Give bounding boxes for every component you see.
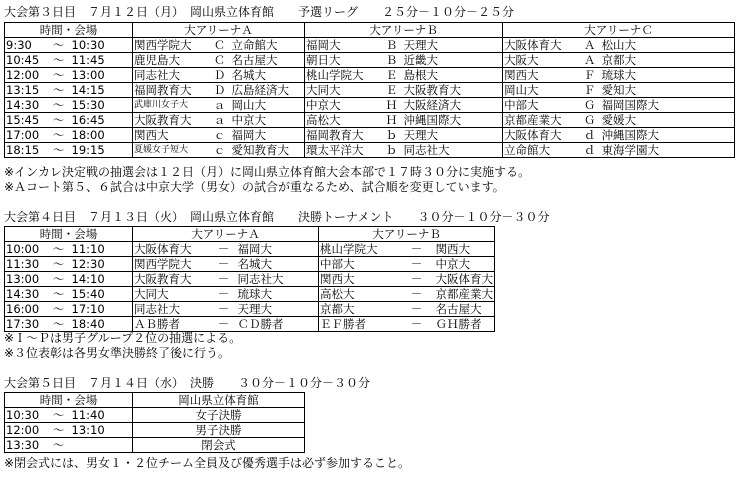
team-1: 大同大 bbox=[305, 83, 381, 98]
team-2: 天理大 bbox=[403, 128, 503, 143]
group-label: Ｃ bbox=[209, 53, 231, 68]
day5-note-1: ※閉会式には、男女１・２位チーム全員及び優秀選手は必ず参加すること。 bbox=[4, 456, 411, 470]
team-1: 関西大 bbox=[133, 128, 209, 143]
team-2: 広島経済大 bbox=[231, 83, 305, 98]
team-1: 武庫川女子大 bbox=[133, 98, 209, 113]
end-time: 11:10 bbox=[71, 242, 133, 257]
end-time: 19:15 bbox=[71, 143, 133, 158]
team-2: 同志社大 bbox=[403, 143, 503, 158]
day5-col-time: 時間・会場 bbox=[5, 393, 133, 408]
versus-dash: － bbox=[211, 257, 237, 272]
team-2: 天理大 bbox=[403, 38, 503, 53]
team-2: 近畿大 bbox=[403, 53, 503, 68]
day3-arena-a: 大アリーナＡ bbox=[133, 23, 305, 38]
team-1: 大阪教育大 bbox=[133, 272, 211, 287]
table-row bbox=[5, 128, 735, 143]
end-time: 17:10 bbox=[71, 302, 133, 317]
time-separator: ～ bbox=[47, 408, 71, 423]
table-row bbox=[5, 68, 735, 83]
team-1: 中部大 bbox=[503, 98, 579, 113]
team-2: 愛媛大 bbox=[601, 113, 735, 128]
event-name: 閉会式 bbox=[133, 438, 305, 453]
group-label: Ｈ bbox=[381, 113, 403, 128]
team-2: 沖縄国際大 bbox=[601, 128, 735, 143]
start-time: 13:15 bbox=[5, 83, 47, 98]
table-row bbox=[5, 83, 735, 98]
team-1: 岡山大 bbox=[503, 83, 579, 98]
versus-dash: － bbox=[399, 257, 435, 272]
day4-note-1: ※Ｉ～Ｐは男子グループ２位の抽選による。 bbox=[4, 331, 242, 345]
team-2: 大阪経済大 bbox=[403, 98, 503, 113]
time-separator: ～ bbox=[47, 113, 71, 128]
table-row bbox=[5, 113, 735, 128]
day4-heading: 大会第４日目 ７月１３日（火） 岡山県立体育館 決勝トーナメント ３０分－１０分－３０分 bbox=[4, 210, 550, 224]
team-1: 同志社大 bbox=[133, 68, 209, 83]
table-row bbox=[5, 438, 305, 453]
start-time: 13:00 bbox=[5, 272, 47, 287]
time-separator: ～ bbox=[47, 257, 71, 272]
start-time: 11:30 bbox=[5, 257, 47, 272]
group-label: Ｇ bbox=[579, 113, 601, 128]
team-1: 高松大 bbox=[305, 113, 381, 128]
table-row bbox=[5, 272, 495, 287]
day3-header-row bbox=[5, 23, 735, 38]
team-2: 愛知大 bbox=[601, 83, 735, 98]
table-row bbox=[5, 257, 495, 272]
day3-note-1: ※インカレ決定戦の抽選会は１２日（月）に岡山県立体育館大会本部で１７時３０分に実施する。 bbox=[4, 165, 531, 179]
group-label: Ｇ bbox=[579, 98, 601, 113]
team-2: 関西大 bbox=[435, 242, 495, 257]
day5-venue: 岡山県立体育館 bbox=[133, 393, 305, 408]
team-1: 環太平洋大 bbox=[305, 143, 381, 158]
group-label: ａ bbox=[209, 98, 231, 113]
end-time: 18:40 bbox=[71, 317, 133, 332]
team-1: 立命館大 bbox=[503, 143, 579, 158]
day4-header-row bbox=[5, 227, 495, 242]
end-time: 18:00 bbox=[71, 128, 133, 143]
team-1: 鹿児島大 bbox=[133, 53, 209, 68]
team-2: 松山大 bbox=[601, 38, 735, 53]
end-time: 11:40 bbox=[71, 408, 133, 423]
team-2: 琉球大 bbox=[237, 287, 319, 302]
team-1: 中部大 bbox=[319, 257, 399, 272]
team-2: 京都大 bbox=[601, 53, 735, 68]
versus-dash: － bbox=[399, 242, 435, 257]
time-separator: ～ bbox=[47, 242, 71, 257]
time-separator: ～ bbox=[47, 68, 71, 83]
day5-header-row bbox=[5, 393, 305, 408]
team-1: 福岡教育大 bbox=[133, 83, 209, 98]
day5-table bbox=[4, 392, 305, 453]
start-time: 9:30 bbox=[5, 38, 47, 53]
end-time: 16:45 bbox=[71, 113, 133, 128]
team-2: 同志社大 bbox=[237, 272, 319, 287]
table-row bbox=[5, 408, 305, 423]
group-label: ａ bbox=[209, 113, 231, 128]
group-label: Ｅ bbox=[381, 68, 403, 83]
time-separator: ～ bbox=[47, 38, 71, 53]
table-row bbox=[5, 302, 495, 317]
day4-table bbox=[4, 226, 495, 332]
table-row bbox=[5, 143, 735, 158]
start-time: 17:30 bbox=[5, 317, 47, 332]
group-label: Ｄ bbox=[209, 68, 231, 83]
team-2: 琉球大 bbox=[601, 68, 735, 83]
end-time: 13:00 bbox=[71, 68, 133, 83]
team-1: 大同大 bbox=[133, 287, 211, 302]
team-2: 中京大 bbox=[435, 257, 495, 272]
group-label: ｂ bbox=[381, 128, 403, 143]
team-1: 同志社大 bbox=[133, 302, 211, 317]
group-label: Ｃ bbox=[209, 38, 231, 53]
group-label: Ｂ bbox=[381, 38, 403, 53]
versus-dash: － bbox=[399, 317, 435, 332]
team-2: 天理大 bbox=[237, 302, 319, 317]
team-1: 福岡大 bbox=[305, 38, 381, 53]
day3-table bbox=[4, 22, 735, 158]
table-row bbox=[5, 317, 495, 332]
time-separator: ～ bbox=[47, 128, 71, 143]
end-time bbox=[71, 438, 133, 453]
group-label: ｃ bbox=[209, 128, 231, 143]
day3-arena-b: 大アリーナＢ bbox=[305, 23, 503, 38]
group-label: Ａ bbox=[579, 53, 601, 68]
team-1: 大阪体育大 bbox=[503, 128, 579, 143]
group-label: Ｆ bbox=[579, 68, 601, 83]
versus-dash: － bbox=[211, 317, 237, 332]
team-2: 名城大 bbox=[231, 68, 305, 83]
team-2: 名古屋大 bbox=[435, 302, 495, 317]
day4-arena-a: 大アリーナＡ bbox=[133, 227, 319, 242]
start-time: 14:30 bbox=[5, 287, 47, 302]
team-2: 立命館大 bbox=[231, 38, 305, 53]
group-label: Ａ bbox=[579, 38, 601, 53]
day3-heading: 大会第３日目 ７月１２日（月） 岡山県立体育館 予選リーグ ２５分－１０分－２５分 bbox=[4, 5, 515, 19]
time-separator: ～ bbox=[47, 302, 71, 317]
team-1: 京都大 bbox=[319, 302, 399, 317]
end-time: 13:10 bbox=[71, 423, 133, 438]
start-time: 18:15 bbox=[5, 143, 47, 158]
end-time: 12:30 bbox=[71, 257, 133, 272]
group-label: ｄ bbox=[579, 128, 601, 143]
end-time: 10:30 bbox=[71, 38, 133, 53]
time-separator: ～ bbox=[47, 83, 71, 98]
time-separator: ～ bbox=[47, 272, 71, 287]
versus-dash: － bbox=[211, 302, 237, 317]
time-separator: ～ bbox=[47, 423, 71, 438]
group-label: ｃ bbox=[209, 143, 231, 158]
team-1: 京都産業大 bbox=[503, 113, 579, 128]
time-separator: ～ bbox=[47, 53, 71, 68]
team-2: 福岡大 bbox=[237, 242, 319, 257]
team-2: 名城大 bbox=[237, 257, 319, 272]
group-label: Ｄ bbox=[209, 83, 231, 98]
time-separator: ～ bbox=[47, 317, 71, 332]
end-time: 15:30 bbox=[71, 98, 133, 113]
day3-note-2: ※Ａコート第５、６試合は中京大学（男女）の試合が重なるため、試合順を変更しています。 bbox=[4, 180, 505, 194]
table-row bbox=[5, 98, 735, 113]
end-time: 14:10 bbox=[71, 272, 133, 287]
team-1: ＥＦ勝者 bbox=[319, 317, 399, 332]
versus-dash: － bbox=[399, 287, 435, 302]
start-time: 13:30 bbox=[5, 438, 47, 453]
team-2: 大阪教育大 bbox=[403, 83, 503, 98]
versus-dash: － bbox=[211, 242, 237, 257]
start-time: 12:00 bbox=[5, 68, 47, 83]
team-2: 愛知教育大 bbox=[231, 143, 305, 158]
start-time: 10:30 bbox=[5, 408, 47, 423]
end-time: 11:45 bbox=[71, 53, 133, 68]
team-1: 大阪大 bbox=[503, 53, 579, 68]
team-2: ＣＤ勝者 bbox=[237, 317, 319, 332]
team-2: 福岡国際大 bbox=[601, 98, 735, 113]
start-time: 15:45 bbox=[5, 113, 47, 128]
time-separator: ～ bbox=[47, 438, 71, 453]
team-1: 関西大 bbox=[319, 272, 399, 287]
versus-dash: － bbox=[399, 302, 435, 317]
start-time: 10:45 bbox=[5, 53, 47, 68]
day4-note-2: ※３位表彰は各男女準決勝終了後に行う。 bbox=[4, 346, 231, 360]
team-1: 大阪教育大 bbox=[133, 113, 209, 128]
start-time: 16:00 bbox=[5, 302, 47, 317]
day4-arena-b: 大アリーナＢ bbox=[319, 227, 495, 242]
team-2: 福岡大 bbox=[231, 128, 305, 143]
group-label: ｂ bbox=[381, 143, 403, 158]
group-label: Ｈ bbox=[381, 98, 403, 113]
event-name: 女子決勝 bbox=[133, 408, 305, 423]
versus-dash: － bbox=[211, 287, 237, 302]
group-label: Ｆ bbox=[579, 83, 601, 98]
team-1: 関西学院大 bbox=[133, 38, 209, 53]
team-1: 関西大 bbox=[503, 68, 579, 83]
team-2: 名古屋大 bbox=[231, 53, 305, 68]
team-1: 大阪体育大 bbox=[503, 38, 579, 53]
day3-col-time: 時間・会場 bbox=[5, 23, 133, 38]
team-1: 福岡教育大 bbox=[305, 128, 381, 143]
table-row bbox=[5, 38, 735, 53]
end-time: 14:15 bbox=[71, 83, 133, 98]
day4-col-time: 時間・会場 bbox=[5, 227, 133, 242]
event-name: 男子決勝 bbox=[133, 423, 305, 438]
team-1: ＡＢ勝者 bbox=[133, 317, 211, 332]
group-label: ｄ bbox=[579, 143, 601, 158]
team-1: 大阪体育大 bbox=[133, 242, 211, 257]
team-2: ＧＨ勝者 bbox=[435, 317, 495, 332]
team-2: 東海学園大 bbox=[601, 143, 735, 158]
group-label: Ｅ bbox=[381, 83, 403, 98]
group-label: Ｂ bbox=[381, 53, 403, 68]
start-time: 14:30 bbox=[5, 98, 47, 113]
team-1: 中京大 bbox=[305, 98, 381, 113]
team-1: 桃山学院大 bbox=[319, 242, 399, 257]
time-separator: ～ bbox=[47, 287, 71, 302]
team-1: 高松大 bbox=[319, 287, 399, 302]
day3-arena-c: 大アリーナＣ bbox=[503, 23, 735, 38]
team-1: 夏媛女子短大 bbox=[133, 143, 209, 158]
team-2: 沖縄国際大 bbox=[403, 113, 503, 128]
table-row bbox=[5, 287, 495, 302]
table-row bbox=[5, 423, 305, 438]
table-row bbox=[5, 53, 735, 68]
start-time: 17:00 bbox=[5, 128, 47, 143]
day5-heading: 大会第５日目 ７月１４日（水） 決勝 ３０分－１０分－３０分 bbox=[4, 376, 371, 390]
table-row bbox=[5, 242, 495, 257]
team-2: 大阪体育大 bbox=[435, 272, 494, 286]
time-separator: ～ bbox=[47, 98, 71, 113]
start-time: 12:00 bbox=[5, 423, 47, 438]
team-1: 関西学院大 bbox=[133, 257, 211, 272]
team-1: 朝日大 bbox=[305, 53, 381, 68]
team-2: 岡山大 bbox=[231, 98, 305, 113]
team-2: 京都産業大 bbox=[435, 287, 494, 301]
team-2: 中京大 bbox=[231, 113, 305, 128]
team-1: 桃山学院大 bbox=[305, 68, 381, 83]
team-2: 島根大 bbox=[403, 68, 503, 83]
versus-dash: － bbox=[399, 272, 435, 287]
versus-dash: － bbox=[211, 272, 237, 287]
start-time: 10:00 bbox=[5, 242, 47, 257]
end-time: 15:40 bbox=[71, 287, 133, 302]
time-separator: ～ bbox=[47, 143, 71, 158]
